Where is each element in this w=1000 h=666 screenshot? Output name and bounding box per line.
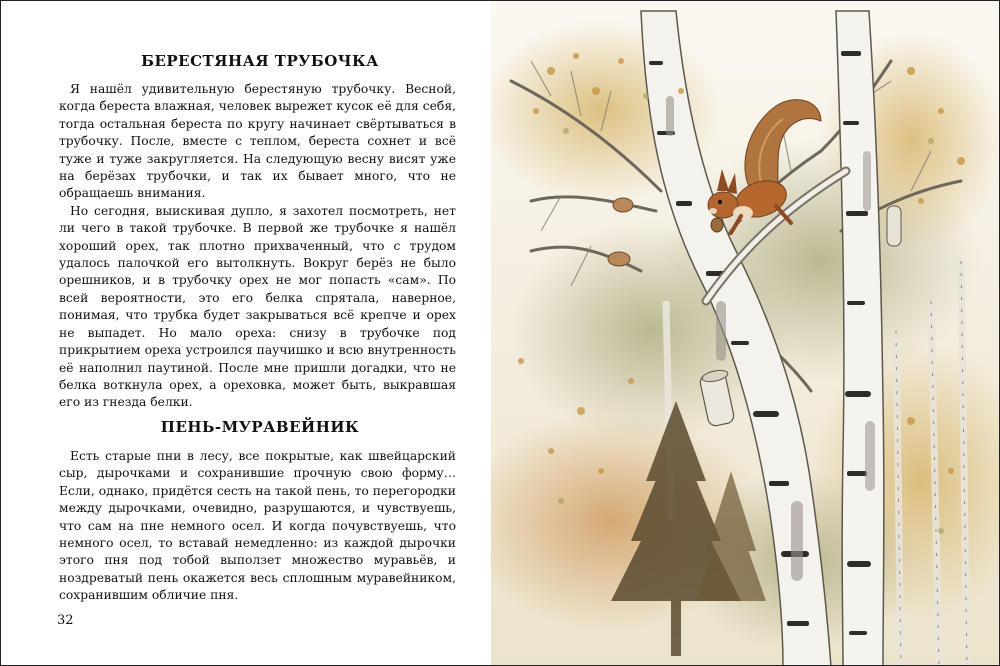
section-title-birch-tube: БЕРЕСТЯНАЯ ТРУБОЧКА: [141, 52, 379, 70]
section-body-birch-tube: [59, 81, 456, 412]
paragraph: Я нашёл удивительную берестяную трубочку. Весной, когда береста влажная, человек вырежет кусок её для себя, тогда остальная береста по кругу начинает свёртываться в трубочку. После, вместе с теплом, береста сохнет и всё туже и туже закругляется. На следующую весну висят уже на берёзах трубочки, и так их бывает много, что не обращаешь внимания.: [59, 82, 456, 201]
squirrel-on-birch-tree-illustration: [491, 1, 1000, 666]
paragraph: Есть старые пни в лесу, все покрытые, как швейцарский сыр, дырочками и сохранившие прочную свою форму… Если, однако, придётся сесть на такой пень, то перегородки между дырочками, очевидно, разрушаются, и чувствуешь, что сам на пне немного осел. И когда почувствуешь, что немного осел, то вставай немедленно: из каждой дырочки этого пня под тобой выползет множество муравьёв, и ноздреватый пень окажется весь сплошным муравейником, сохранившим обличие пня.: [59, 449, 456, 603]
page-number: 32: [57, 613, 74, 628]
paragraph: Но сегодня, выискивая дупло, я захотел посмотреть, нет ли чего в такой трубочке. В первой же трубочке я нашёл хороший орех, так плотно прихваченный, что с трудом удалось палочкой его вытолкнуть. Вокруг берёз не было орешников, и в трубочку орех не мог попасть «сам». По всей вероятности, это его белка спрятала, наверное, понимая, что трубка будет закрываться всё крепче и орех не выпадет. Но мало ореха: снизу в трубочке под прикрытием ореха устроился паучишко и всю внутренность её наполнил паутиной. После мне пришли догадки, что не белка воткнула орех, а ореховка, может быть, выкравшая его из гнезда белки.: [59, 203, 456, 410]
section-body-stump-anthill: [59, 448, 456, 605]
section-title-stump-anthill: ПЕНЬ-МУРАВЕЙНИК: [160, 418, 360, 436]
